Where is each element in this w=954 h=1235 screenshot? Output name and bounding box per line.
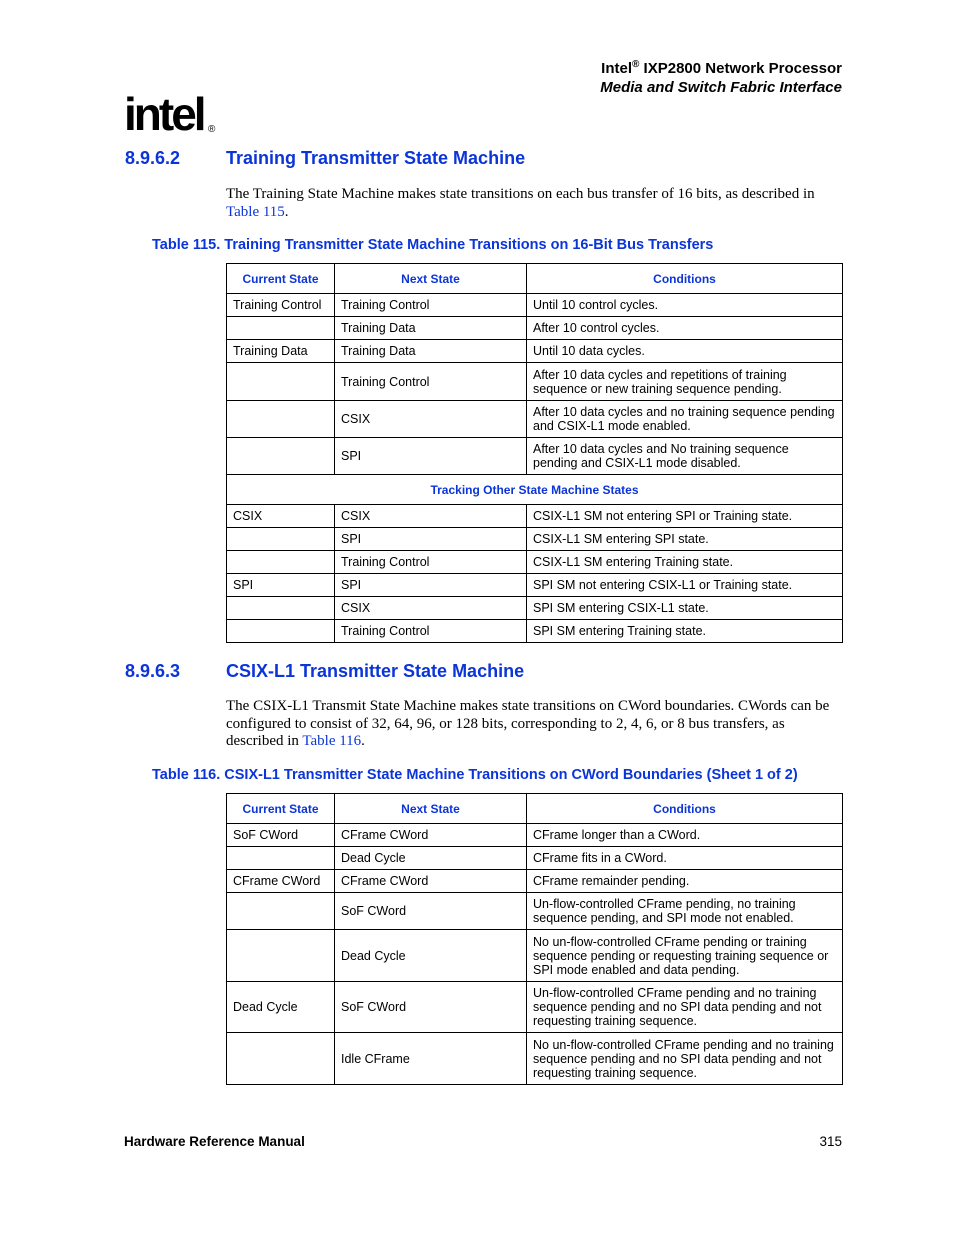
table-caption: Table 116. CSIX-L1 Transmitter State Machine Transitions on CWord Boundaries (Sheet 1 of 2) bbox=[152, 767, 798, 783]
cell-next-state: SoF CWord bbox=[335, 893, 527, 930]
cell-conditions: Un-flow-controlled CFrame pending, no training sequence pending, and SPI mode not enabled. bbox=[527, 893, 843, 930]
cell-conditions: Until 10 control cycles. bbox=[527, 294, 843, 317]
table-row bbox=[227, 551, 843, 574]
table-row bbox=[227, 893, 843, 930]
cell-conditions: SPI SM not entering CSIX-L1 or Training state. bbox=[527, 574, 843, 597]
cell-current-state: SoF CWord bbox=[227, 824, 335, 847]
table-115 bbox=[226, 263, 843, 643]
table-row bbox=[227, 438, 843, 475]
cell-conditions: After 10 control cycles. bbox=[527, 317, 843, 340]
cell-conditions: SPI SM entering Training state. bbox=[527, 620, 843, 643]
table-row bbox=[227, 847, 843, 870]
cell-conditions: No un-flow-controlled CFrame pending and no training sequence pending and no SPI data pending and not requesting training sequence. bbox=[527, 1033, 843, 1085]
section-number: 8.9.6.3 bbox=[125, 661, 181, 681]
cell-next-state: CSIX bbox=[335, 597, 527, 620]
cell-current-state: CSIX bbox=[227, 505, 335, 528]
cell-current-state bbox=[227, 597, 335, 620]
running-header bbox=[600, 59, 842, 97]
section-title: CSIX-L1 Transmitter State Machine bbox=[226, 661, 525, 681]
cell-current-state bbox=[227, 528, 335, 551]
table-span-row bbox=[227, 475, 843, 505]
table-row bbox=[227, 574, 843, 597]
table-caption: Table 115. Training Transmitter State Machine Transitions on 16-Bit Bus Transfers bbox=[152, 237, 714, 253]
cell-next-state: SPI bbox=[335, 438, 527, 475]
cell-conditions: CFrame remainder pending. bbox=[527, 870, 843, 893]
cell-next-state: CFrame CWord bbox=[335, 824, 527, 847]
intel-logo bbox=[122, 84, 222, 148]
para-text-end: . bbox=[361, 733, 365, 749]
cell-next-state: Training Control bbox=[335, 620, 527, 643]
para-text: The Training State Machine makes state transitions on each bus transfer of 16 bits, as described in bbox=[226, 186, 815, 202]
table-reference-link[interactable]: Table 116 bbox=[302, 733, 362, 749]
section-number: 8.9.6.2 bbox=[125, 148, 181, 168]
table-row bbox=[227, 982, 843, 1033]
cell-conditions: CFrame fits in a CWord. bbox=[527, 847, 843, 870]
cell-conditions: No un-flow-controlled CFrame pending or training sequence pending or requesting training sequence or SPI mode enabled and data pending. bbox=[527, 930, 843, 982]
footer-page-number: 315 bbox=[819, 1134, 842, 1149]
table-row bbox=[227, 870, 843, 893]
table-header-row bbox=[227, 264, 843, 294]
table-row bbox=[227, 930, 843, 982]
header-brand: Intel bbox=[601, 60, 633, 77]
table-row bbox=[227, 363, 843, 401]
para-text: The CSIX-L1 Transmit State Machine makes state transitions on CWord boundaries. CWords can be configured to consist of 32, 64, 96, or 128 bits, corresponding to 2, 4, 6, or 8 bus transfers, as described in bbox=[226, 698, 830, 749]
cell-current-state bbox=[227, 551, 335, 574]
cell-next-state: Dead Cycle bbox=[335, 847, 527, 870]
cell-next-state: Idle CFrame bbox=[335, 1033, 527, 1085]
cell-current-state bbox=[227, 620, 335, 643]
cell-current-state: SPI bbox=[227, 574, 335, 597]
cell-current-state bbox=[227, 401, 335, 438]
cell-conditions: Until 10 data cycles. bbox=[527, 340, 843, 363]
section-paragraph bbox=[226, 186, 842, 221]
section-paragraph bbox=[226, 698, 842, 751]
table-116 bbox=[226, 793, 843, 1085]
table-row bbox=[227, 824, 843, 847]
col-header-current-state: Current State bbox=[227, 794, 335, 824]
col-header-next-state: Next State bbox=[335, 264, 527, 294]
section-title: Training Transmitter State Machine bbox=[226, 148, 526, 168]
cell-current-state bbox=[227, 893, 335, 930]
cell-next-state: CSIX bbox=[335, 401, 527, 438]
logo-reg-mark: ® bbox=[208, 124, 216, 135]
table-row bbox=[227, 294, 843, 317]
table-row bbox=[227, 317, 843, 340]
cell-conditions: CFrame longer than a CWord. bbox=[527, 824, 843, 847]
cell-conditions: SPI SM entering CSIX-L1 state. bbox=[527, 597, 843, 620]
cell-current-state: Training Control bbox=[227, 294, 335, 317]
cell-current-state bbox=[227, 317, 335, 340]
cell-next-state: CFrame CWord bbox=[335, 870, 527, 893]
col-header-current-state: Current State bbox=[227, 264, 335, 294]
table-row bbox=[227, 401, 843, 438]
cell-next-state: Training Control bbox=[335, 363, 527, 401]
table-reference-link[interactable]: Table 115 bbox=[226, 203, 285, 220]
header-subtitle: Media and Switch Fabric Interface bbox=[600, 79, 842, 96]
cell-current-state: Dead Cycle bbox=[227, 982, 335, 1033]
col-header-conditions: Conditions bbox=[527, 264, 843, 294]
cell-current-state bbox=[227, 847, 335, 870]
header-product bbox=[600, 59, 842, 78]
cell-next-state: SoF CWord bbox=[335, 982, 527, 1033]
table-row bbox=[227, 528, 843, 551]
footer-manual-title: Hardware Reference Manual bbox=[124, 1134, 305, 1149]
para-text-end: . bbox=[284, 203, 289, 220]
header-reg-mark: ® bbox=[632, 59, 640, 70]
cell-current-state bbox=[227, 1033, 335, 1085]
col-header-conditions: Conditions bbox=[527, 794, 843, 824]
table-row bbox=[227, 505, 843, 528]
span-row-label: Tracking Other State Machine States bbox=[227, 475, 843, 505]
table-row bbox=[227, 597, 843, 620]
cell-next-state: CSIX bbox=[335, 505, 527, 528]
col-header-next-state: Next State bbox=[335, 794, 527, 824]
cell-next-state: Dead Cycle bbox=[335, 930, 527, 982]
cell-current-state: Training Data bbox=[227, 340, 335, 363]
table-row bbox=[227, 340, 843, 363]
cell-current-state bbox=[227, 930, 335, 982]
cell-conditions: CSIX-L1 SM entering SPI state. bbox=[527, 528, 843, 551]
cell-next-state: Training Control bbox=[335, 294, 527, 317]
table-row bbox=[227, 1033, 843, 1085]
cell-current-state bbox=[227, 363, 335, 401]
cell-conditions: CSIX-L1 SM not entering SPI or Training state. bbox=[527, 505, 843, 528]
logo-wordmark: intel bbox=[124, 88, 204, 140]
cell-conditions: After 10 data cycles and no training sequence pending and CSIX-L1 mode enabled. bbox=[527, 401, 843, 438]
header-product-name: IXP2800 Network Processor bbox=[639, 60, 842, 77]
cell-next-state: Training Control bbox=[335, 551, 527, 574]
cell-current-state bbox=[227, 438, 335, 475]
cell-next-state: SPI bbox=[335, 528, 527, 551]
table-row bbox=[227, 620, 843, 643]
cell-current-state: CFrame CWord bbox=[227, 870, 335, 893]
table-header-row bbox=[227, 794, 843, 824]
cell-next-state: SPI bbox=[335, 574, 527, 597]
cell-conditions: Un-flow-controlled CFrame pending and no training sequence pending and no SPI data pending and not requesting training sequence. bbox=[527, 982, 843, 1033]
cell-next-state: Training Data bbox=[335, 317, 527, 340]
cell-conditions: After 10 data cycles and repetitions of training sequence or new training sequence pending. bbox=[527, 363, 843, 401]
cell-conditions: After 10 data cycles and No training sequence pending and CSIX-L1 mode disabled. bbox=[527, 438, 843, 475]
cell-next-state: Training Data bbox=[335, 340, 527, 363]
cell-conditions: CSIX-L1 SM entering Training state. bbox=[527, 551, 843, 574]
